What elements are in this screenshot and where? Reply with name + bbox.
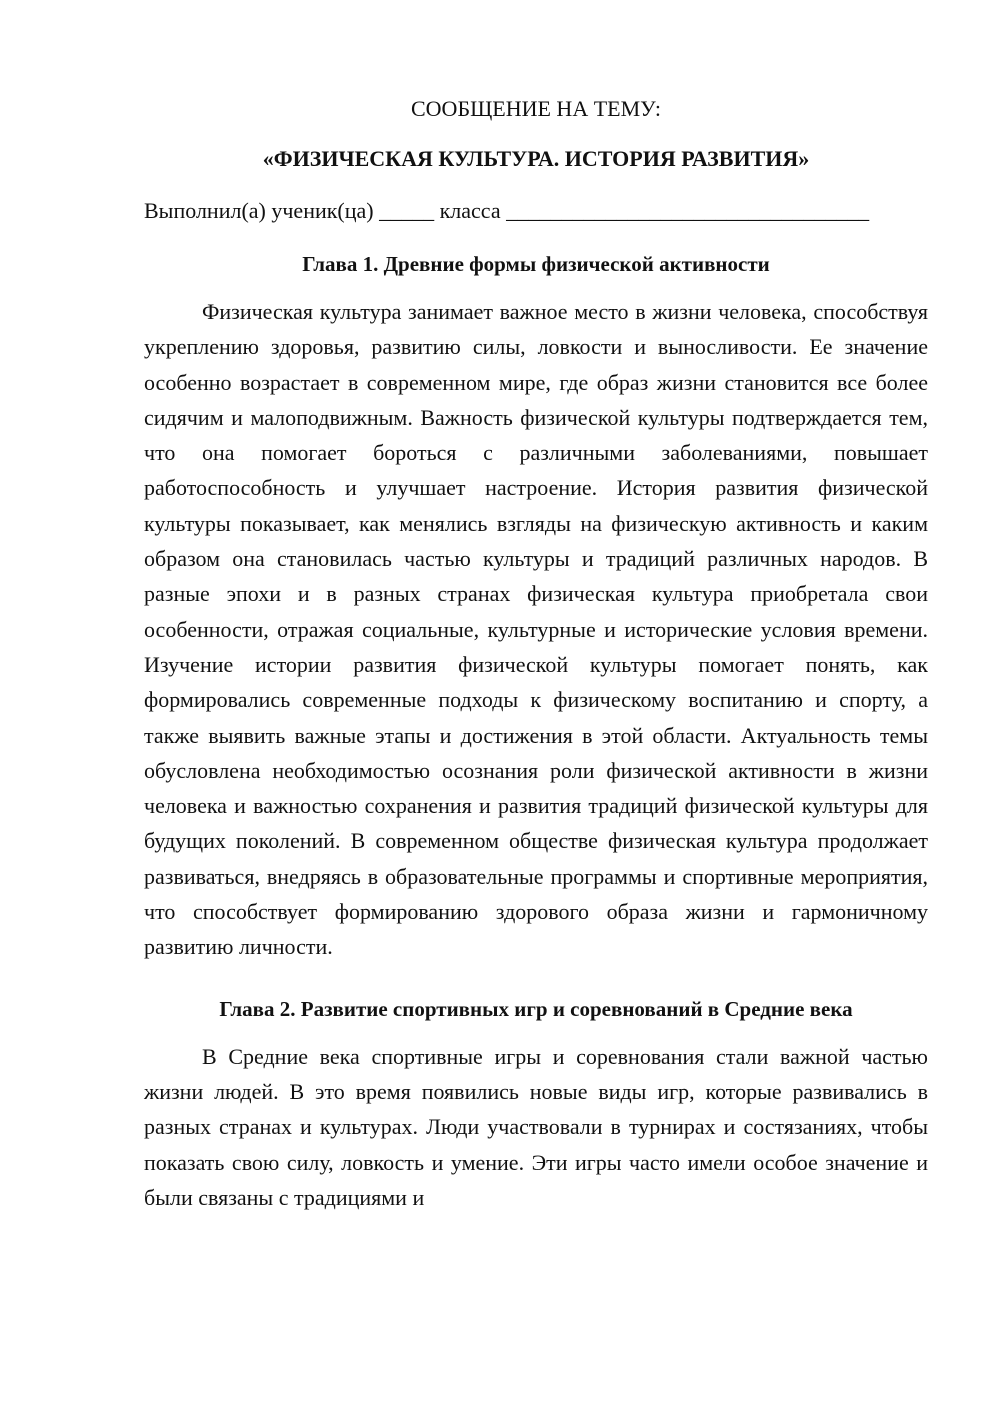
chapter-2-paragraph: В Средние века спортивные игры и соревнования стали важной частью жизни людей. В это время появились новые виды игр, которые развивались в разных странах и культурах. Люди участвовали в турнирах и состязаниях, чтобы показать свою силу, ловкость и умение. Эти игры часто имели особое значение и были связаны с традициями и bbox=[144, 1043, 928, 1210]
document-title: «ФИЗИЧЕСКАЯ КУЛЬТУРА. ИСТОРИЯ РАЗВИТИЯ» bbox=[262, 146, 810, 171]
chapter-1 bbox=[144, 248, 928, 965]
chapter-1-paragraph: Физическая культура занимает важное место в жизни человека, способствуя укреплению здоровья, развитию силы, ловкости и выносливости. Ее значение особенно возрастает в современном мире, где образ жизни становится все более сидячим и малоподвижным. Важность физической культуры подтверждается тем, что она помогает бороться с различными заболеваниями, повышает работоспособность и улучшает настроение. История развития физической культуры показывает, как менялись взгляды на физическую активность и каким образом она становилась частью культуры и традиций различных народов. В разные эпохи и в разных странах физическая культура приобретала свои особенности, отражая социальные, культурные и исторические условия времени. Изучение истории развития физической культуры помогает понять, как формировались современные подходы к физическому воспитанию и спорту, а также выявить важные этапы и достижения в этой области. Актуальность темы обусловлена необходимостью осознания роли физической активности в жизни человека и важностью сохранения и развития традиций физической культуры для будущих поколений. В современном обществе физическая культура продолжает развиваться, внедряясь в образовательные программы и спортивные мероприятия, что способствует формированию здорового образа жизни и гармоничному развитию личности. bbox=[144, 299, 928, 960]
author-line: Выполнил(а) ученик(ца) _____ класса _________________________________ bbox=[144, 198, 870, 223]
document-header: СООБЩЕНИЕ НА ТЕМУ: bbox=[411, 96, 661, 121]
chapter-2 bbox=[144, 993, 928, 1215]
chapter-1-heading: Глава 1. Древние формы физической активности bbox=[302, 252, 770, 276]
document-page bbox=[144, 92, 928, 1215]
chapter-2-heading: Глава 2. Развитие спортивных игр и соревнований в Средние века bbox=[219, 996, 853, 1021]
